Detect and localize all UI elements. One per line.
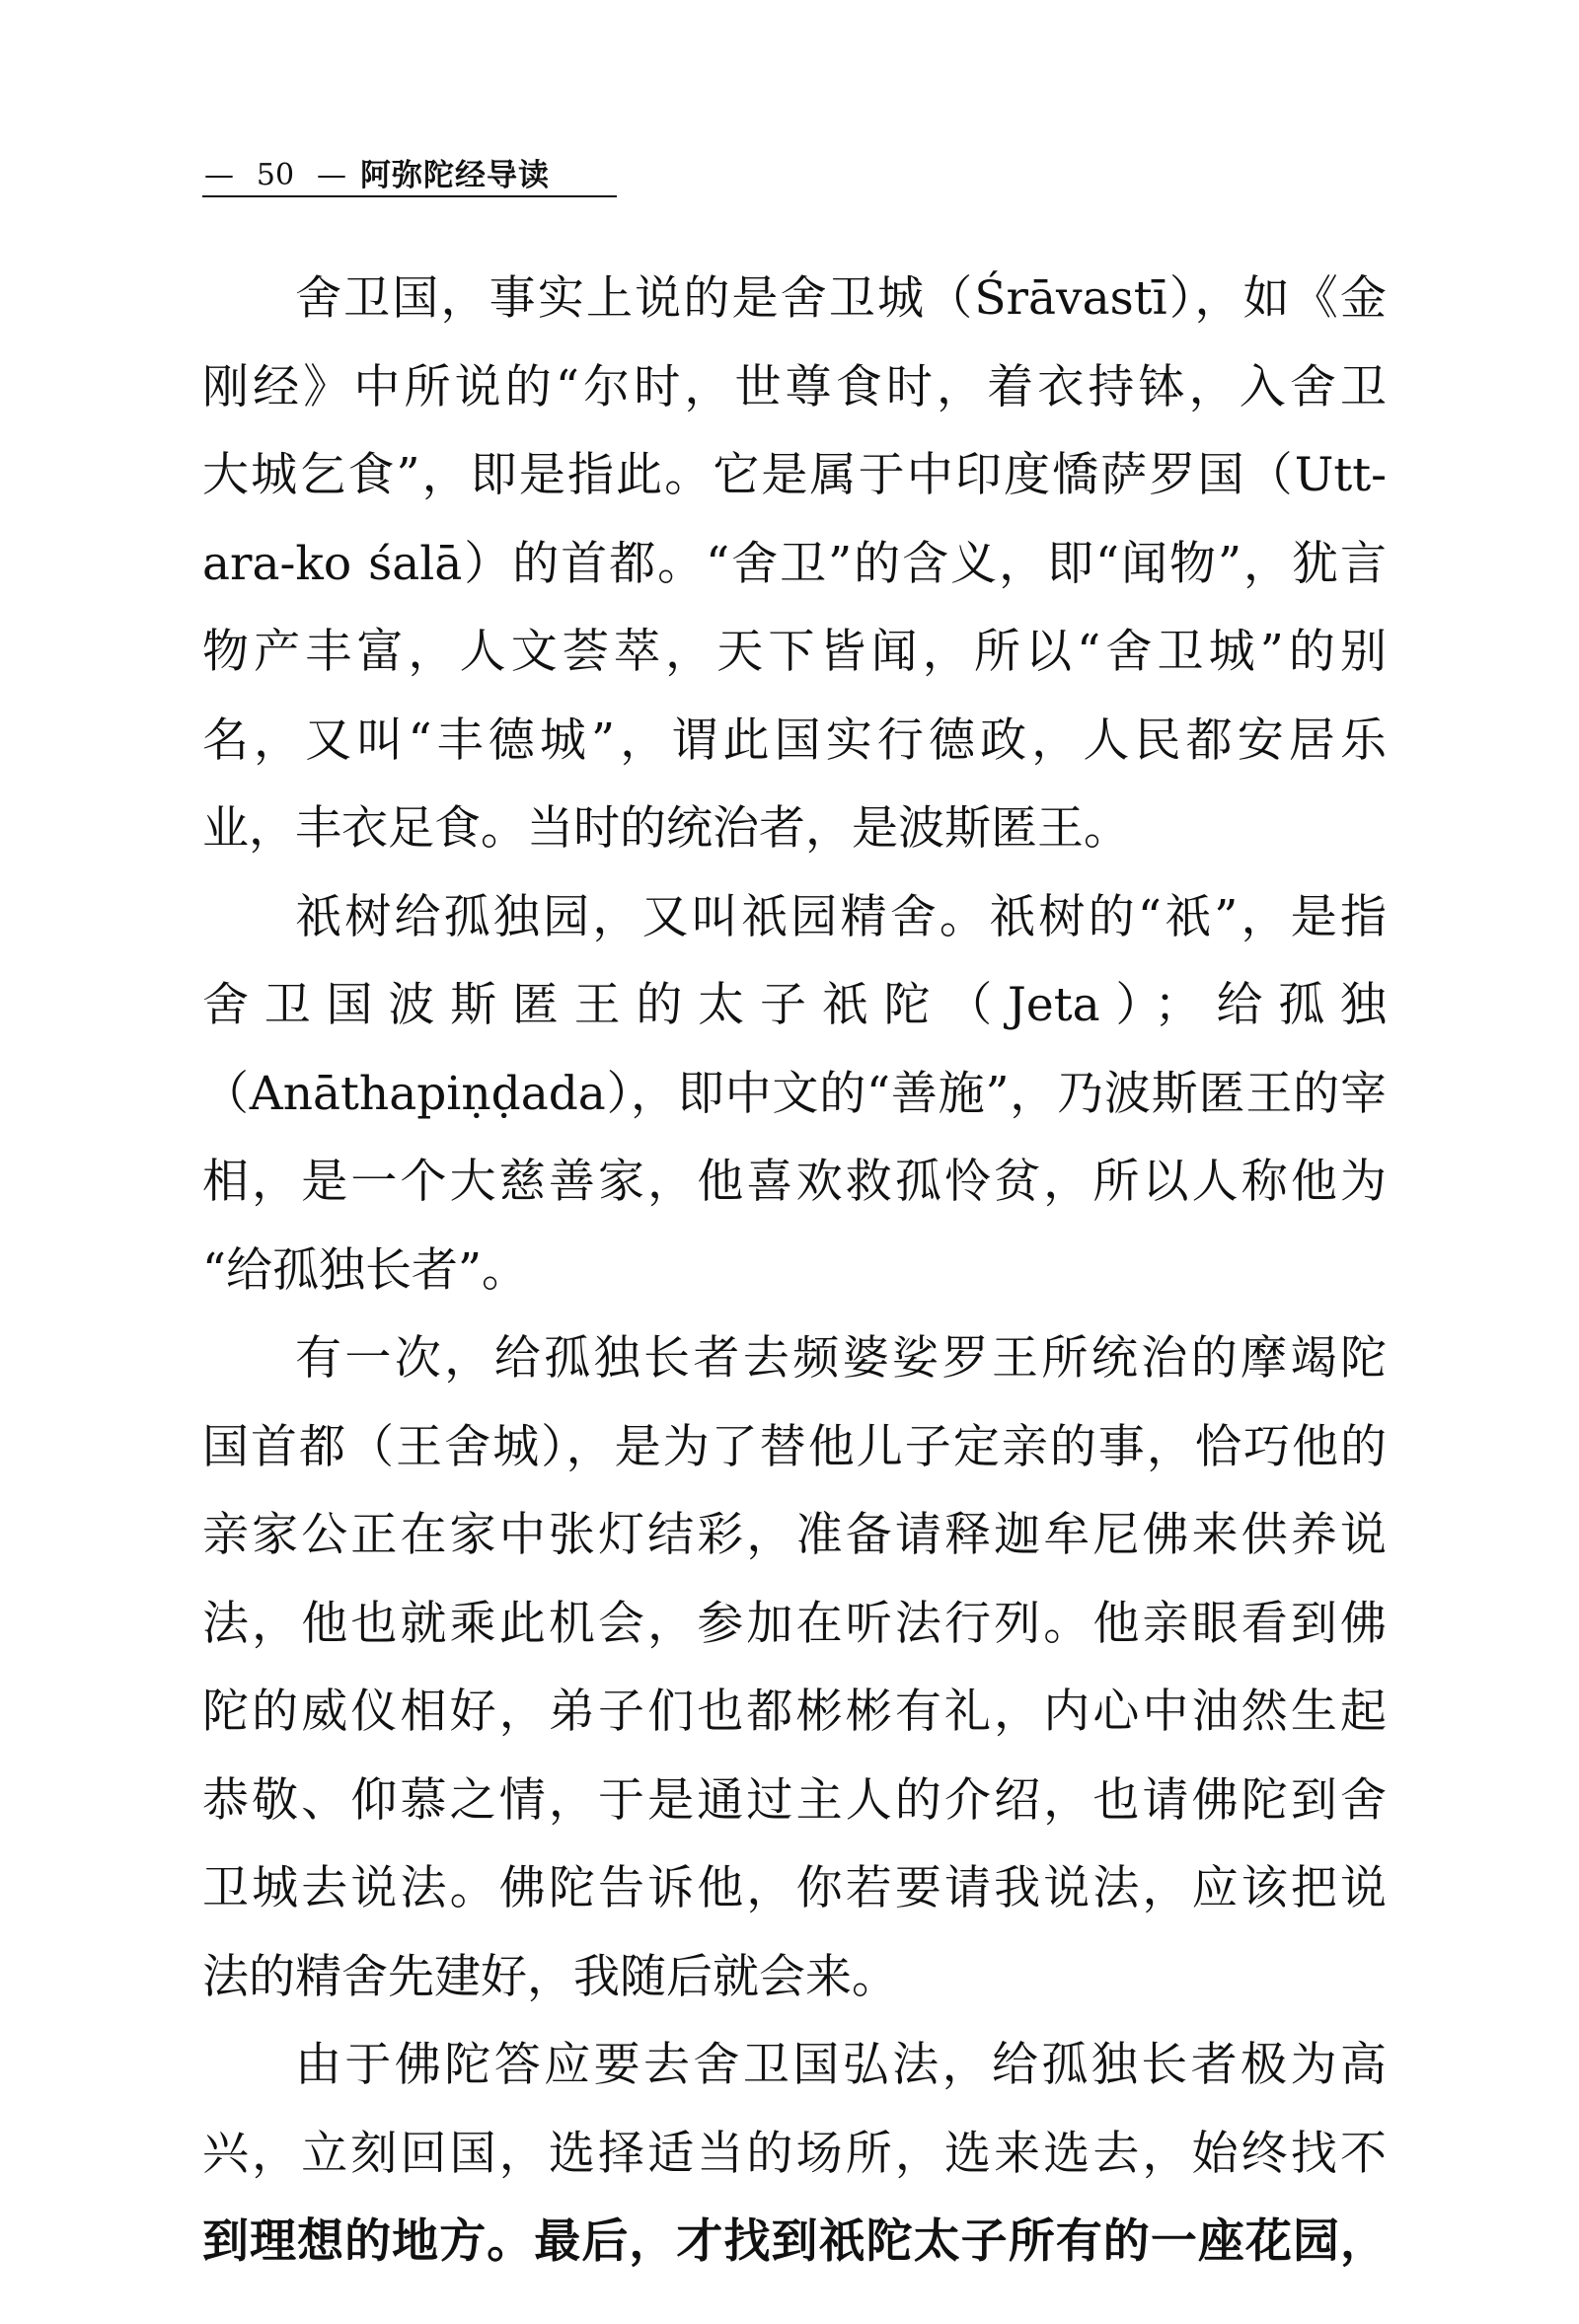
paragraph-2: [202, 873, 1387, 1315]
text-line: 大城乞食”，即是指此。它是属于中印度憍萨罗国（Utt-: [202, 448, 1387, 502]
paragraph-1: [202, 255, 1387, 873]
text-line: “给孤独长者”。: [202, 1242, 529, 1298]
header-dash-left: —: [204, 158, 234, 192]
text-line: 有一次，给孤独长者去频婆娑罗王所统治的摩竭陀: [295, 1331, 1387, 1386]
text-line: ara-ko śalā）的首都。“舍卫”的含义，即“闻物”，犹言: [202, 536, 1387, 591]
text-line: 名，又叫“丰德城”，谓此国实行德政，人民都安居乐: [202, 712, 1387, 768]
text-line: 国首都（王舍城），是为了替他儿子定亲的事，恰巧他的: [202, 1419, 1387, 1474]
paragraph-3: [202, 1314, 1387, 2021]
text-line: 恭敬、仰慕之情，于是通过主人的介绍，也请佛陀到舍: [202, 1772, 1387, 1828]
body-text: [202, 255, 1387, 2287]
text-line: 兴，立刻回国，选择适当的场所，选来选去，始终找不: [202, 2126, 1387, 2181]
text-line: 业，丰衣足食。当时的统治者，是波斯匿王。: [202, 801, 1130, 856]
text-line: 由于佛陀答应要去舍卫国弘法，给孤独长者极为高: [295, 2038, 1387, 2092]
text-line: 法，他也就乘此机会，参加在听法行列。他亲眼看到佛: [202, 1596, 1387, 1651]
text-line: 舍卫国波斯匿王的太子祇陀（Jeta）；给孤独: [202, 978, 1387, 1032]
header-dash-right: —: [317, 158, 346, 192]
text-line: （Anāthapiṇḍada），即中文的“善施”，乃波斯匿王的宰: [202, 1066, 1387, 1121]
text-line: 亲家公正在家中张灯结彩，准备请释迦牟尼佛来供养说: [202, 1508, 1387, 1562]
text-line: 到理想的地方。最后，才找到祇陀太子所有的一座花园，: [202, 2214, 1387, 2269]
text-line: 陀的威仪相好，弟子们也都彬彬有礼，内心中油然生起: [202, 1685, 1387, 1739]
text-line: 卫城去说法。佛陀告诉他，你若要请我说法，应该把说: [202, 1861, 1387, 1915]
text-line: 物产丰富，人文荟萃，天下皆闻，所以“舍卫城”的别: [202, 625, 1387, 679]
book-title: 阿弥陀经导读: [360, 158, 550, 193]
paragraph-4: [202, 2021, 1387, 2287]
text-line: 法的精舍先建好，我随后就会来。: [202, 1949, 898, 2004]
text-line: 舍卫国，事实上说的是舍卫城（Śrāvastī），如《金: [295, 271, 1387, 326]
text-line: 相，是一个大慈善家，他喜欢救孤怜贫，所以人称他为: [202, 1155, 1387, 1209]
running-header: [202, 146, 617, 197]
text-line: 祇树给孤独园，又叫祇园精舍。祇树的“祇”，是指: [295, 889, 1387, 944]
text-line: 刚经》中所说的“尔时，世尊食时，着衣持钵，入舍卫: [202, 359, 1387, 414]
page-number: 50: [256, 158, 295, 192]
